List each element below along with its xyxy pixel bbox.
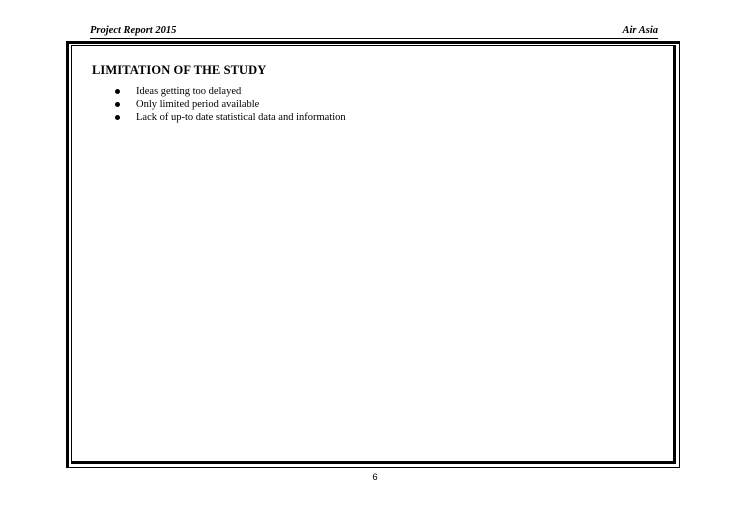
bullet-icon — [115, 115, 120, 120]
page-header — [90, 25, 658, 39]
list-item — [92, 111, 652, 124]
header-report-title: Project Report 2015 — [90, 25, 177, 36]
section-title: LIMITATION OF THE STUDY — [92, 63, 267, 77]
list-item — [92, 98, 652, 111]
header-company-name: Air Asia — [622, 25, 658, 36]
page-content — [92, 63, 652, 124]
bullet-icon — [115, 102, 120, 107]
page-number: 6 — [372, 472, 378, 483]
limitations-list — [92, 85, 652, 124]
list-item-text: Lack of up-to date statistical data and information — [136, 112, 346, 123]
list-item-text: Ideas getting too delayed — [136, 86, 242, 97]
bullet-icon — [115, 89, 120, 94]
list-item — [92, 85, 652, 98]
header-divider — [90, 38, 658, 39]
list-item-text: Only limited period available — [136, 99, 260, 110]
